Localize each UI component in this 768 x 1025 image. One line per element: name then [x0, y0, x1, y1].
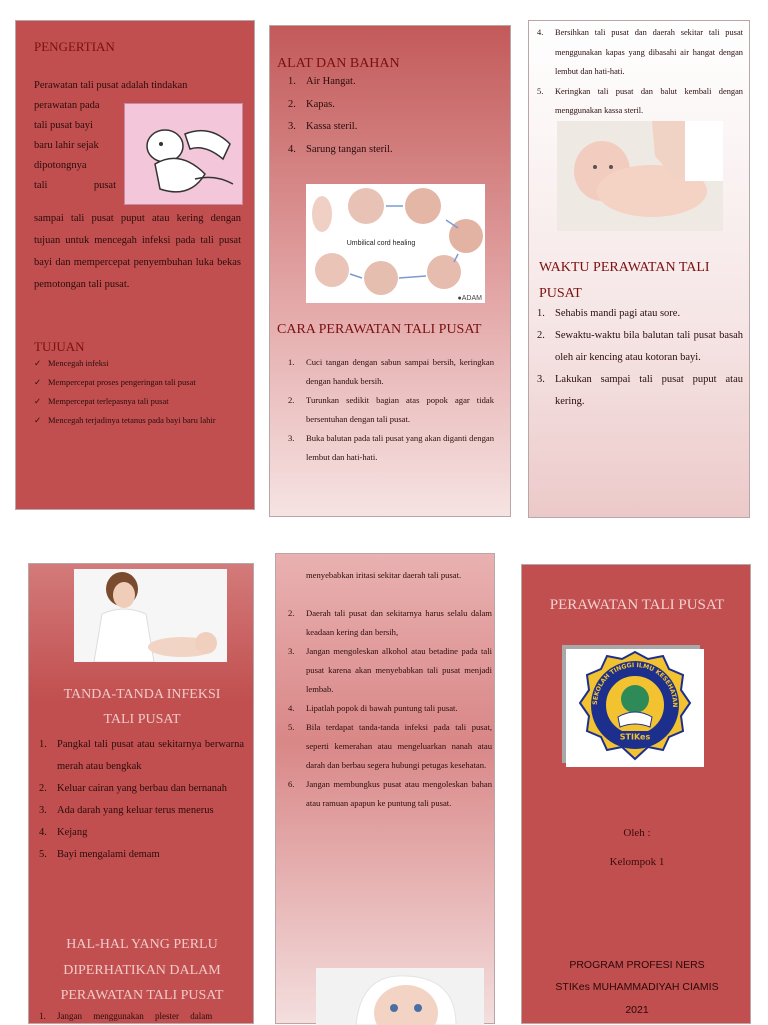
- hal-item: Bila terdapat tanda-tanda infeksi pada tali pusat, seperti kemerahan atau mengeluarkan nanah atau darah dan berbau segera hubungi petugas kesehatan.: [306, 722, 492, 770]
- hal-list-continued: [288, 604, 492, 813]
- hal-list: [39, 1008, 247, 1024]
- tujuan-item: ✓ Mempercepat proses pengeringan tali pusat: [34, 373, 239, 392]
- hal-item: Jangan mengoleskan alkohol atau betadine pada tali pusat karena akan menyebabkan tali pusat menjadi lembab.: [306, 646, 492, 694]
- hal-item: Jangan membungkus pusat atau mengoleskan bahan atau ramuan apapun ke puntung tali pusat.: [306, 779, 492, 808]
- pengertian-line: baru lahir sejak: [34, 140, 99, 151]
- panel-tanda-infeksi: [28, 563, 254, 1024]
- alat-heading: ALAT DAN BAHAN: [277, 56, 400, 71]
- panel-cover: [521, 564, 751, 1024]
- cara-item: Cuci tangan dengan sabun sampai bersih, keringkan dengan handuk bersih.: [306, 357, 494, 386]
- logo-frame: [566, 649, 704, 767]
- baby-cord-care-photo: [557, 121, 723, 231]
- mother-baby-photo: [74, 569, 227, 662]
- hal-heading: HAL-HAL YANG PERLU DIPERHATIKAN DALAM PERAWATAN TALI PUSAT: [60, 937, 224, 1003]
- pengertian-heading: PENGERTIAN: [34, 39, 115, 54]
- panel-waktu: [528, 20, 750, 518]
- diagram-brand: ●ADAM: [457, 295, 482, 302]
- pengertian-line: tali pusat: [34, 180, 116, 191]
- hal-item: Lipatlah popok di bawah puntung tali pusat.: [306, 703, 458, 713]
- program-label: PROGRAM PROFESI NERS: [569, 959, 705, 971]
- tujuan-item: ✓ Mempercepat terlepasnya tali pusat: [34, 392, 239, 411]
- hal-cont-text: menyebabkan iritasi sekitar daerah tali pusat.: [306, 570, 462, 580]
- alat-item: Kapas.: [306, 98, 335, 110]
- tujuan-list: [34, 354, 239, 430]
- logo-ring-text: SEKOLAH TINGGI ILMU KESEHATAN: [591, 661, 679, 708]
- cara-item: Buka balutan pada tali pusat yang akan diganti dengan lembut dan hati-hati.: [306, 433, 494, 462]
- baby-towel-photo: [316, 968, 484, 1025]
- logo-center-text: STIKes: [619, 732, 651, 742]
- panel-pengertian-tujuan: [15, 20, 255, 510]
- umbilical-healing-diagram: [306, 184, 485, 303]
- pengertian-line: perawatan pada: [34, 100, 100, 111]
- hal-item: Jangan menggunakan plester dalam: [57, 1011, 213, 1021]
- alat-list: [288, 71, 498, 161]
- alat-item: Air Hangat.: [306, 76, 356, 87]
- alat-item: Kassa steril.: [306, 121, 358, 132]
- tanda-heading: TANDA-TANDA INFEKSI TALI PUSAT: [63, 687, 221, 727]
- cara-heading: CARA PERAWATAN TALI PUSAT: [277, 322, 482, 337]
- tujuan-item: ✓ Mencegah terjadinya tetanus pada bayi baru lahir: [34, 411, 239, 430]
- year-label: 2021: [625, 1004, 649, 1016]
- waktu-item: Sewaktu-waktu bila balutan tali pusat basah oleh air kencing atau kotoran bayi.: [555, 330, 743, 363]
- cara-item: Keringkan tali pusat dan balut kembali dengan menggunakan kassa steril.: [555, 86, 743, 115]
- panel-hal-lanjutan: [275, 553, 495, 1024]
- tujuan-heading: TUJUAN: [34, 339, 85, 354]
- tanda-list: [39, 734, 244, 866]
- pengertian-line: Perawatan tali pusat adalah tindakan: [34, 80, 188, 91]
- pengertian-rest: sampai tali pusat puput atau kering dengan tujuan untuk mencegah infeksi pada tali pusat bayi dan mempercepat penyembuhan luka bekas pemotongan tali pusat.: [34, 213, 241, 290]
- stikes-logo: [566, 649, 704, 767]
- cara-list: [288, 353, 494, 467]
- waktu-item: Sehabis mandi pagi atau sore.: [555, 308, 681, 319]
- diagram-caption: Umbilical cord healing: [346, 240, 416, 247]
- cara-item: Bersihkan tali pusat dan daerah sekitar tali pusat menggunakan kapas yang dibasahi air hangat dengan lembut dan hati-hati.: [555, 28, 743, 76]
- kelompok-label: Kelompok 1: [609, 856, 665, 868]
- institution-label: STIKes MUHAMMADIYAH CIAMIS: [555, 981, 719, 993]
- diagram-brand-text: ADAM: [461, 295, 482, 302]
- cara-list-continued: [537, 23, 743, 121]
- cara-item: Turunkan sedikit bagian atas popok agar tidak bersentuhan dengan tali pusat.: [306, 395, 494, 424]
- cover-title: PERAWATAN TALI PUSAT: [549, 597, 725, 613]
- tujuan-item: ✓ Mencegah infeksi: [34, 354, 239, 373]
- waktu-heading: WAKTU PERAWATAN TALI PUSAT: [539, 260, 710, 301]
- waktu-list: [537, 303, 743, 413]
- tanda-item: Kejang: [57, 827, 88, 838]
- hal-item: Daerah tali pusat dan sekitarnya harus selalu dalam keadaan kering dan bersih,: [306, 608, 492, 637]
- alat-item: Sarung tangan steril.: [306, 143, 393, 155]
- tanda-item: Ada darah yang keluar terus menerus: [57, 805, 214, 816]
- baby-care-illustration: [124, 103, 243, 205]
- pengertian-line: dipotongnya: [34, 160, 87, 171]
- pengertian-line: tali pusat bayi: [34, 120, 93, 131]
- tanda-item: Pangkal tali pusat atau sekitarnya berwarna merah atau bengkak: [57, 739, 244, 772]
- oleh-label: Oleh :: [623, 827, 651, 839]
- waktu-item: Lakukan sampai tali pusat puput atau kering.: [555, 374, 743, 407]
- panel-alat-cara: [269, 25, 511, 517]
- tanda-item: Keluar cairan yang berbau dan bernanah: [57, 783, 227, 794]
- tanda-item: Bayi mengalami demam: [57, 849, 160, 860]
